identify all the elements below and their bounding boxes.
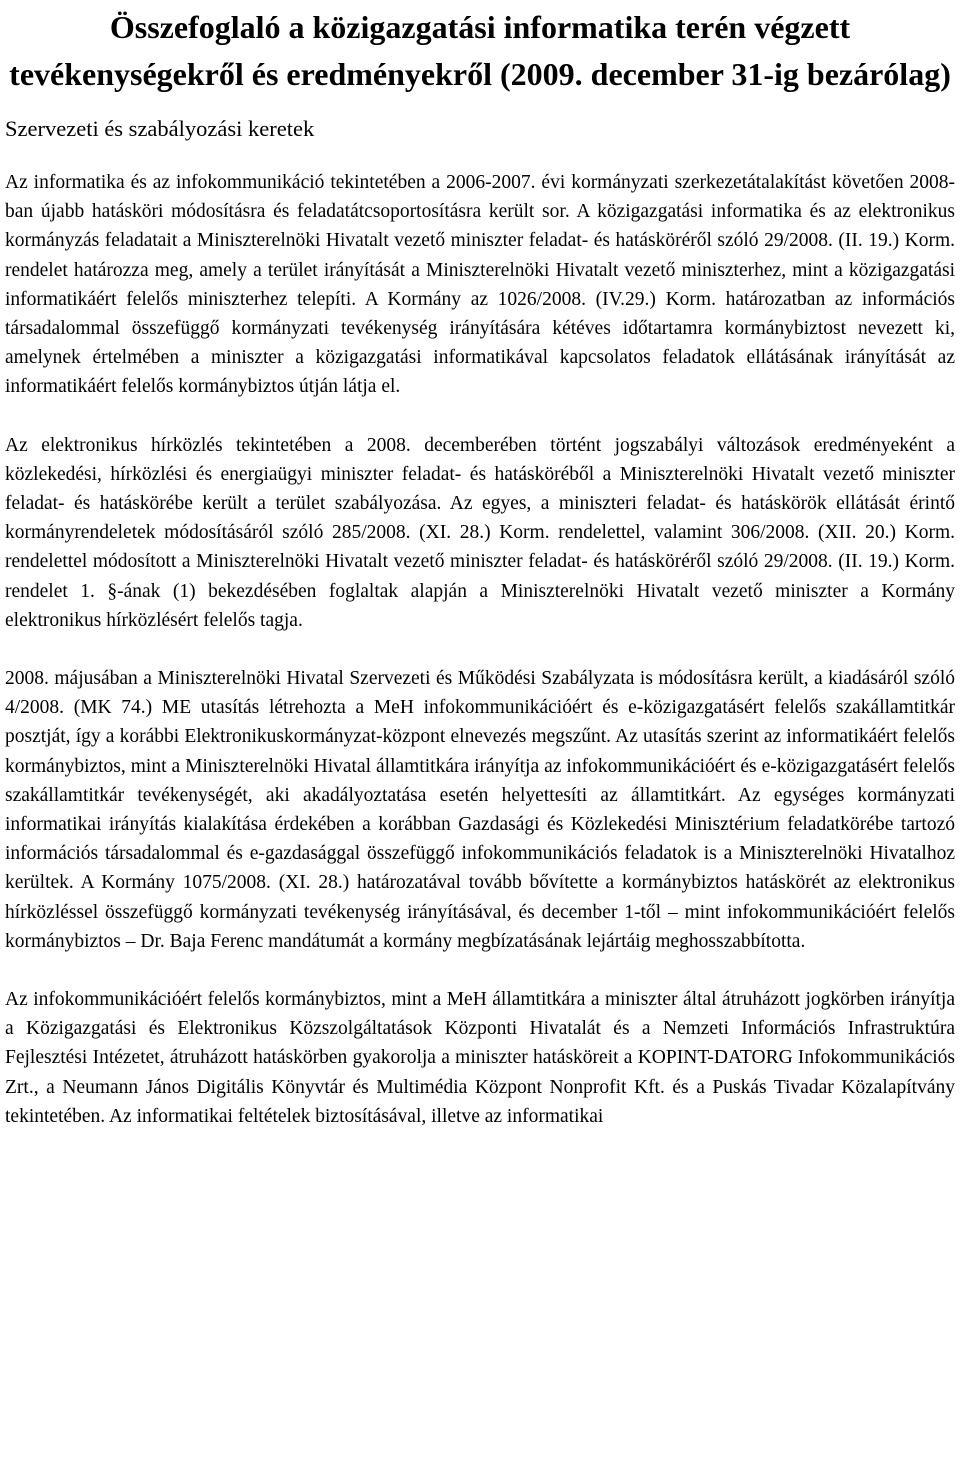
body-paragraph: Az elektronikus hírközlés tekintetében a 2008. decemberében történt jogszabályi változások eredményeként a közlekedési, hírközlési és energiaügyi miniszter feladat- és hatásköréből a Miniszterelnöki Hivatalt vezető miniszter feladat- és hatáskörébe került a terület szabályozása. Az egyes, a miniszteri feladat- és hatáskörök ellátását érintő kormányrendeletek módosításáról szóló 285/2008. (XI. 28.) Korm. rendelettel, valamint 306/2008. (XII. 20.) Korm. rendelettel módosított a Miniszterelnöki Hivatalt vezető miniszter feladat- és hatásköréről szóló 29/2008. (II. 19.) Korm. rendelet 1. §-ának (1) bekezdésében foglaltak alapján a Miniszterelnöki Hivatalt vezető miniszter a Kormány elektronikus hírközlésért felelős tagja. (5, 434, 955, 631)
body-paragraph: Az infokommunikációért felelős kormánybiztos, mint a MeH államtitkára a miniszter által átruházott jogkörben irányítja a Közigazgatási és Elektronikus Közszolgáltatások Központi Hivatalát és a Nemzeti Információs Infrastruktúra Fejlesztési Intézetet, átruházott hatáskörben gyakorolja a miniszter hatásköreit a KOPINT-DATORG Infokommunikációs Zrt., a Neumann János Digitális Könyvtár és Multimédia Központ Nonprofit Kft. és a Puskás Tivadar Közalapítvány tekintetében. Az informatikai feltételek biztosításával, illetve az informatikai (5, 989, 955, 1127)
document-body (5, 168, 955, 1131)
body-paragraph: Az informatika és az infokommunikáció tekintetében a 2006-2007. évi kormányzati szerkezetátalakítást követően 2008-ban újabb hatásköri módosításra és feladatátcsoportosításra került sor. A közigazgatási informatika és az elektronikus kormányzás feladatait a Miniszterelnöki Hivatalt vezető miniszter feladat- és hatásköréről szóló 29/2008. (II. 19.) Korm. rendelet határozza meg, amely a terület irányítását a Miniszterelnöki Hivatalt vezető miniszterhez, mint a közigazgatási informatikáért felelős miniszterhez telepíti. A Kormány az 1026/2008. (IV.29.) Korm. határozatban az információs társadalommal összefüggő kormányzati tevékenység irányítására kétéves időtartamra kormánybiztost nevezett ki, amelynek értelmében a miniszter a közigazgatási informatikával kapcsolatos feladatok ellátásának irányítását az informatikáért felelős kormánybiztos útján látja el. (5, 172, 955, 398)
document-title: Összefoglaló a közigazgatási informatika terén végzett tevékenységekről és eredményekről (2009. december 31-ig bezárólag) (9, 9, 951, 92)
body-paragraph: 2008. májusában a Miniszterelnöki Hivatal Szervezeti és Működési Szabályzata is módosításra került, a kiadásáról szóló 4/2008. (MK 74.) ME utasítás létrehozta a MeH infokommunikációért és e-közigazgatásért felelős szakállamtitkár posztját, így a korábbi Elektronikuskormányzat-központ elnevezés megszűnt. Az utasítás szerint az informatikáért felelős kormánybiztos, mint a Miniszterelnöki Hivatal államtitkára irányítja az infokommunikációért és e-közigazgatásért felelős szakállamtitkár tevékenységét, aki akadályoztatása esetén helyettesíti az államtitkárt. Az egységes kormányzati informatikai irányítás kialakítása érdekében a korábban Gazdasági és Közlekedési Minisztérium feladatkörébe tartozó információs társadalommal és e-gazdasággal összefüggő infokommunikációs feladatok is a Miniszterelnöki Hivatalhoz kerültek. A Kormány 1075/2008. (XI. 28.) határozatával tovább bővítette a kormánybiztos hatáskörét az elektronikus hírközléssel összefüggő kormányzati tevékenység irányításával, és december 1-től – mint infokommunikációért felelős kormánybiztos – Dr. Baja Ferenc mandátumát a kormány megbízatásának lejártáig meghosszabbította. (5, 668, 955, 952)
section-heading: Szervezeti és szabályozási keretek (5, 116, 315, 141)
